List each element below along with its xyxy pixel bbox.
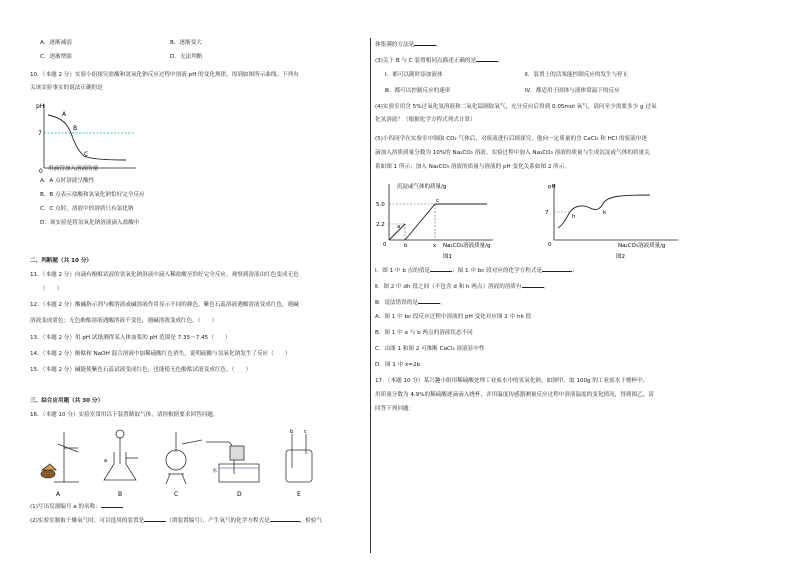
q11-line1: 11．（本题 2 分）向滴有酚酞试液的氢氧化钠溶液中滴入稀盐酸至恰好完全反应，观察到溶液由红色变成无色 [30, 272, 299, 278]
q10-stem-line1: 10．（本题 2 分）实验小组探究盐酸和氢氧化钠反应过程中溶液 pH 的变化规律，得到如图所示曲线。下列有 [30, 72, 299, 78]
q17-line3: 回答下列问题： [375, 406, 415, 412]
apparatus-a-icon [41, 432, 79, 482]
q16-part2-cont: 体集满的方法是 。 [375, 42, 442, 48]
q9-option-c: C．逐渐增强 [40, 54, 72, 60]
q17-line1: 17．（本题 10 分）某兴趣小组用稀硫酸处理工业废水中的氢氧化钠，如图甲，取 100g 的工业废水于烧杯中， [375, 378, 649, 384]
q15: 15．（本题 2 分）碱能使紫色石蕊试液变成红色，也能使无色酚酞试液变成红色。（ ） [30, 367, 252, 373]
fig1-origin: 0 [383, 242, 387, 248]
q9-option-b: B．逐渐变大 [170, 40, 202, 46]
part5-q1: Ⅰ．图 1 中 b 点的值是 ；图 1 中 bc 段对应的化学方程式是 ； [375, 268, 578, 274]
part5-q2: Ⅱ．图 2 中 dh 段之间（不包含 d 和 h 两点）溶液的溶质有 。 [375, 284, 550, 290]
q12-line1: 12．（本题 2 分）酸碱指示剂与酸溶液或碱溶液作用显示不同的颜色。紫色石蕊溶液遇酸溶液变成红色，遇碱 [30, 302, 299, 308]
mark-a: a [104, 458, 108, 464]
fig2-xlabel: Na₂CO₃溶液质量/g [618, 243, 666, 249]
q9-option-d: D．无法判断 [170, 54, 203, 60]
figure-1-chart [375, 178, 525, 260]
fig2-ylabel: pH [548, 184, 556, 190]
section-3-heading: 三、综合应用题（共 30 分） [30, 398, 104, 404]
q16-part1: (1)写出仪器编号 a 的名称： [30, 502, 123, 511]
q10-option-d: D．该实验是将氢氧化钠溶液滴入盐酸中 [40, 220, 140, 226]
fig1-point-a: a [397, 224, 401, 230]
q10-point-c: C [84, 151, 89, 158]
q16-part5-line3: 系如图 1 所示；加入 Na₂CO₃ 溶液的质量与溶液的 pH 变化关系如图 2 所示。 [375, 164, 570, 170]
q10-option-c: C．C 点时，溶液中的溶质只有氯化钠 [40, 206, 134, 212]
fig2-origin: 0 [548, 242, 552, 248]
fig2-caption: 图2 [616, 254, 625, 260]
fig1-caption: 图1 [443, 254, 452, 260]
q10-xlabel: 用滴管加入溶液的量 [48, 166, 99, 172]
q16-stem: 16．（本题 10 分）实验室常用以下装置制取气体，请你根据要求回答问题。 [30, 412, 219, 418]
q17-line2: 用质量分数为 4.9%的稀硫酸逐滴滴入烧杯，并用温度传感器测量反应过程中溶液温度的变化情况，得到图乙。请 [375, 392, 654, 398]
fig1-y22: 2.2 [376, 222, 385, 228]
fig1-point-b: b [404, 243, 408, 249]
fig1-ylabel: 沉淀或气体的质量/g [397, 184, 447, 190]
apparatus-c-icon [166, 432, 202, 484]
q12-line2: 溶液变成蓝色；无色酚酞溶液遇酸溶液不变色，遇碱溶液变成红色。（ ） [30, 318, 218, 324]
q10-option-a: A．A 点时溶液呈酸性 [40, 178, 95, 184]
label-d: D [237, 491, 242, 498]
label-a: A [56, 491, 61, 498]
label-b: B [118, 491, 123, 498]
q16-part3-opt4: Ⅳ．都适用于固体与液体常温下的反应 [525, 88, 620, 94]
fig1-y5: 5.0 [376, 202, 385, 208]
part5-q3-option-a: A．图 1 中 bc 段反应过程中溶液的 pH 变化对应图 2 中 hk 段 [375, 314, 532, 320]
q16-part3-opt2: Ⅱ．装置上的活塞能控制反应的发生与停止 [525, 72, 629, 78]
section-2-heading: 二、判断题（共 10 分） [30, 258, 93, 264]
fig2-point-k: k [603, 210, 607, 216]
q11-line2: （ ） [40, 286, 63, 292]
mark-b: b [290, 429, 294, 435]
part5-q3-option-b: B．图 1 中 a 与 b 两点的溶液状态不同 [375, 330, 473, 336]
fig1-xlabel: Na₂CO₃溶液质量/g [443, 243, 491, 249]
q16-part3-opt3: Ⅲ．都可以控制反应的速率 [385, 88, 451, 94]
fig2-point-h: h [572, 214, 576, 220]
part5-q3-option-c: C．由图 1 和图 2 可推断 CaCl₂ 溶液显中性 [375, 346, 485, 352]
q14: 14．（本题 2 分）酚酞和 NaOH 混合溶液中加稀硫酸红色消失，说明硫酸与氢氧化钠发生了反应（ ） [30, 351, 291, 357]
q10-option-b: B．B 点表示盐酸和氢氧化钠恰好完全反应 [40, 192, 145, 198]
q16-part5-line2: 滴加入溶质质量分数为 10%的 Na₂CO₃ 溶液。实验过程中加入 Na₂CO₃ 溶液的质量与生成沉淀或气体的质量关 [375, 150, 650, 156]
part5-q3-option-d: D．图 1 中 x=2b [375, 362, 421, 368]
label-water: 水 [212, 468, 218, 474]
q10-tick-7: 7 [38, 130, 42, 137]
column-divider [370, 38, 371, 553]
left-column [30, 0, 370, 562]
q16-part4-line1: (4)实验室用含 5%过氧化氢溶液和二氧化锰制取氧气，充分反应后得到 0.05mol 氧气，请问至少需要多少 g 过氧 [375, 104, 657, 110]
figure-2-chart [540, 178, 700, 260]
q16-part5-line1: (5)小四同学在实验室中制取 CO₂ 气体后，对废液进行后续探究，他向一定质量的含 CaCl₂ 和 HCl 的废液中逐 [375, 136, 648, 142]
q16-part2: (2)实验室制取干燥氧气时，可以选用的装置是 （填装置编号），产生氧气的化学方程式是 ，检验气 [30, 518, 323, 524]
q10-stem-line2: 关该实验事实的说法正确的是 [30, 85, 103, 91]
apparatus-d-icon [206, 442, 259, 482]
fig1-precip-line [405, 204, 487, 240]
fig2-y7: 7 [545, 210, 549, 216]
label-e: E [297, 491, 301, 498]
q10-point-b: B [73, 125, 78, 132]
q10-ph-curve-chart [34, 96, 154, 176]
label-c: C [174, 491, 179, 498]
q9-option-a: A．逐渐减弱 [40, 40, 72, 46]
q16-part3-opt1: Ⅰ．都可以随时添加液体 [385, 72, 443, 78]
mark-c: c [304, 429, 307, 435]
q13: 13．（本题 2 分）用 pH 试纸测得某人体血浆的 pH 范围是 7.35～7.45（ ） [30, 335, 231, 341]
q10-origin: 0 [39, 168, 43, 175]
q16-apparatus-figure [34, 424, 334, 500]
q16-part4-line2: 化氢溶液？（根据化学方程式列式计算） [375, 117, 476, 123]
fig1-point-c: c [436, 198, 440, 204]
right-column [375, 0, 760, 562]
apparatus-b-icon [104, 430, 138, 480]
q10-point-a: A [62, 111, 67, 118]
fig1-point-x: x [433, 243, 437, 249]
part5-q3: Ⅲ．说法错误的是 。 [375, 300, 446, 306]
q10-ylabel: pH [36, 103, 45, 110]
apparatus-e-icon [286, 434, 312, 482]
q16-part3: (3)关于 B 与 C 装置相同点描述正确的是 。 [375, 58, 504, 64]
